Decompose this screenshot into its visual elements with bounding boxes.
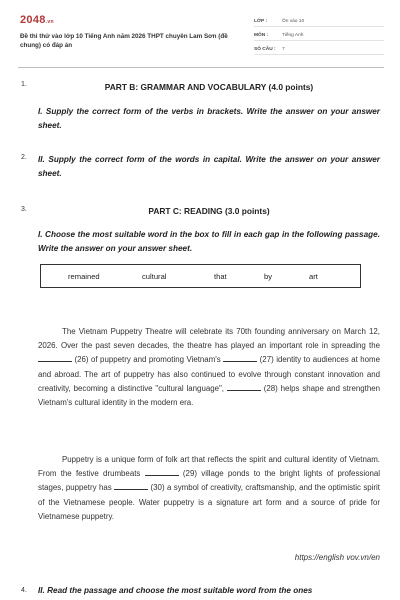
meta-value: Ôn vào 10 — [282, 19, 305, 24]
meta-label: SỐ CÂU : — [254, 47, 276, 52]
question-instruction: I. Choose the most suitable word in the box to fill in each gap in the following passage. Write the answer on your answer sheet. — [38, 230, 380, 253]
question-number: 2. — [21, 154, 27, 161]
meta-label: LỚP : — [254, 19, 268, 24]
question-instruction: II. Supply the correct form of the words in capital. Write the answer on your answer sheet. — [38, 155, 380, 178]
box-word: art — [309, 272, 318, 281]
box-word: remained — [68, 272, 100, 281]
box-word: by — [264, 272, 273, 281]
question-instruction: I. Supply the correct form of the verbs in brackets. Write the answer on your answer sheet. — [38, 107, 380, 130]
header-divider — [18, 67, 384, 68]
answer-blank — [227, 384, 261, 391]
answer-blank — [38, 355, 72, 362]
document-header — [0, 0, 400, 62]
box-word: that — [214, 272, 227, 281]
section-heading: PART C: READING (3.0 points) — [148, 206, 270, 216]
answer-blank — [145, 469, 179, 476]
passage-paragraph-1: The Vietnam Puppetry Theatre will celebrate its 70th founding anniversary on March 12, 2026. Over the past seven decades, the theatre has played an important role in spreading the (26) of puppetry and promoting Vietnam's (27) identity to audiences at home and abroad. The art of puppetry has also continued to evolve through constant innovation and creativity, becoming a distinctive "cultural language", (28) helps shape and strengthen Vietnam's cultural identity in the modern era. — [38, 327, 381, 408]
question-instruction: II. Read the passage and choose the most suitable word from the ones — [38, 586, 313, 595]
question-number: 1. — [21, 81, 27, 88]
document-title: Đề thi thử vào lớp 10 Tiếng Anh năm 2026 THPT chuyên Lam Sơn (đề chung) có đáp án — [20, 33, 228, 49]
meta-row-count — [254, 44, 384, 55]
question-number: 3. — [21, 206, 27, 213]
section-heading: PART B: GRAMMAR AND VOCABULARY (4.0 points) — [104, 82, 314, 92]
meta-label: MÔN : — [254, 33, 269, 38]
meta-value: Tiếng Anh — [282, 33, 304, 38]
passage-paragraph-2: Puppetry is a unique form of folk art that reflects the spirit and cultural identity of Vietnam. From the festive drumbeats (29) village ponds to the bright lights of professional stages, puppetry has (30) a symbol of creativity, craftsmanship, and the optimistic spirit of the Vietnamese people. Water puppetry is a signature art form and a source of pride for Vietnamese puppetry. — [38, 455, 381, 521]
word-box — [40, 264, 361, 288]
answer-blank — [114, 483, 148, 490]
meta-row-subject — [254, 30, 384, 41]
meta-row-class — [254, 16, 384, 27]
box-word: cultural — [142, 272, 167, 281]
meta-panel — [254, 16, 384, 58]
source-link[interactable]: https://english vov.vn/en — [294, 553, 380, 562]
meta-value: 7 — [282, 47, 285, 52]
answer-blank — [223, 355, 257, 362]
question-number: 4. — [21, 587, 27, 594]
site-logo[interactable]: 2048.vn — [20, 14, 54, 26]
